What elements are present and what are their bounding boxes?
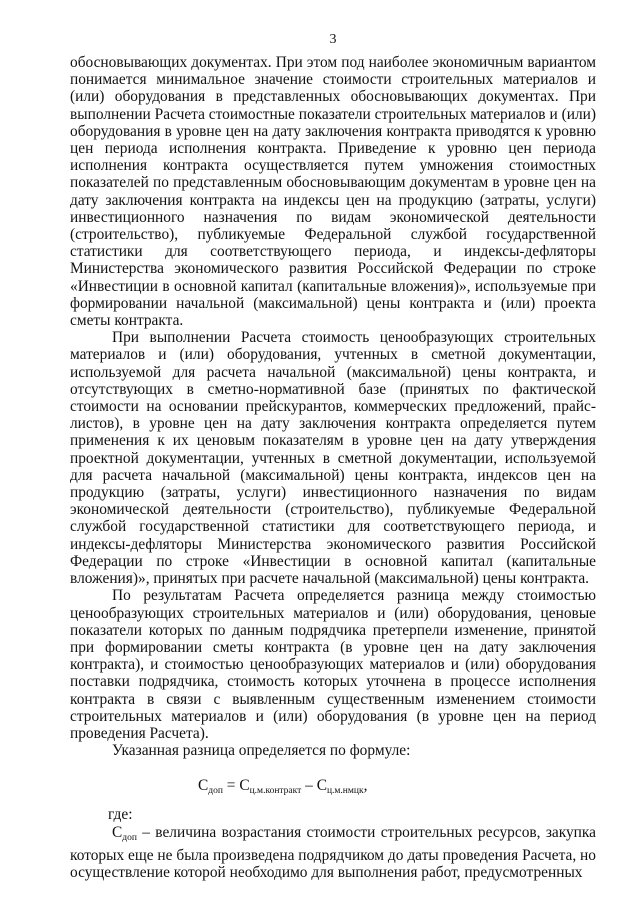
definition-symbol-sub: доп — [122, 832, 137, 843]
definition-text: – величина возрастания стоимости строительных ресурсов, закупка которых еще не была произведена подрядчиком до даты проведения Расчета, но осуществление которой необходимо для выполнения работ, предусмотренных — [70, 823, 596, 881]
definition-paragraph — [70, 824, 596, 882]
where-label: где: — [108, 806, 133, 824]
definition-symbol: С — [112, 823, 123, 841]
paragraph-4: Указанная разница определяется по формуле: — [112, 742, 411, 760]
formula-term-2-sub: ц.м.нмцк — [326, 786, 364, 797]
formula-term-1-sub: ц.м.контракт — [249, 786, 302, 797]
paragraph-3: По результатам Расчета определяется разница между стоимостью ценообразующих строительных материалов и (или) оборудования, ценовые показатели которых по данным подрядчика претерпели изменение, принятой при формировании сметы контракта (в уровне цен на дату заключения контракта), и стоимостью ценообразующих материалов и (или) оборудования поставки подрядчика, стоимость которых уточнена в процессе исполнения контракта в связи с выявленным существенным изменением стоимости строительных материалов и (или) оборудования (в уровне цен на период проведения Расчета). — [70, 587, 596, 742]
formula-lhs-sub: доп — [208, 786, 223, 797]
formula-tail: , — [363, 777, 368, 795]
formula-equals: = — [222, 777, 240, 795]
formula-term-2: С — [316, 777, 327, 795]
paragraph-2: При выполнении Расчета стоимость ценообразующих строительных материалов и (или) оборудования, учтенных в сметной документации, используемой для расчета начальной (максимальной) цены контракта, и отсутствующих в сметно-нормативной базе (принятых по фактической стоимости на основании прейскурантов, коммерческих предложений, прайс-листов), в уровне цен на дату заключения контракта определяется путем применения к их ценовым показателям в уровне цен на дату утверждения проектной документации, учтенных в сметной документации, используемой для расчета начальной (максимальной) цены контракта, индексов цен на продукцию (затраты, услуги) инвестиционного назначения по видам экономической деятельности (строительство), публикуемые Федеральной службой государственной статистики для соответствующего периода, и индексы-дефляторы Министерства экономического развития Российской Федерации по строке «Инвестиции в основной капитал (капитальные вложения)», принятых при расчете начальной (максимальной) цены контракта. — [70, 329, 596, 588]
formula — [70, 777, 596, 800]
formula-term-1: С — [239, 777, 250, 795]
formula-lhs: С — [198, 777, 209, 795]
page-number: 3 — [329, 32, 337, 47]
paragraph-1: обосновывающих документах. При этом под наиболее экономичным вариантом понимается минимальное значение стоимости строительных материалов и (или) оборудования в представленных обосновывающих документах. При выполнении Расчета стоимостные показатели строительных материалов и (или) оборудования в уровне цен на дату заключения контракта приводятся к уровню цен периода исполнения контракта. Приведение к уровню цен периода исполнения контракта осуществляется путем умножения стоимостных показателей по представленным обосновывающим документам в уровне цен на дату заключения контракта на индексы цен на продукцию (затраты, услуги) инвестиционного назначения по видам экономической деятельности (строительство), публикуемые Федеральной службой государственной статистики для соответствующего периода, и индексы-дефляторы Министерства экономического развития Российской Федерации по строке «Инвестиции в основной капитал (капитальные вложения)», используемые при формировании начальной (максимальной) цены контракта и (или) проекта сметы контракта. — [70, 54, 596, 330]
formula-minus: – — [301, 777, 317, 795]
